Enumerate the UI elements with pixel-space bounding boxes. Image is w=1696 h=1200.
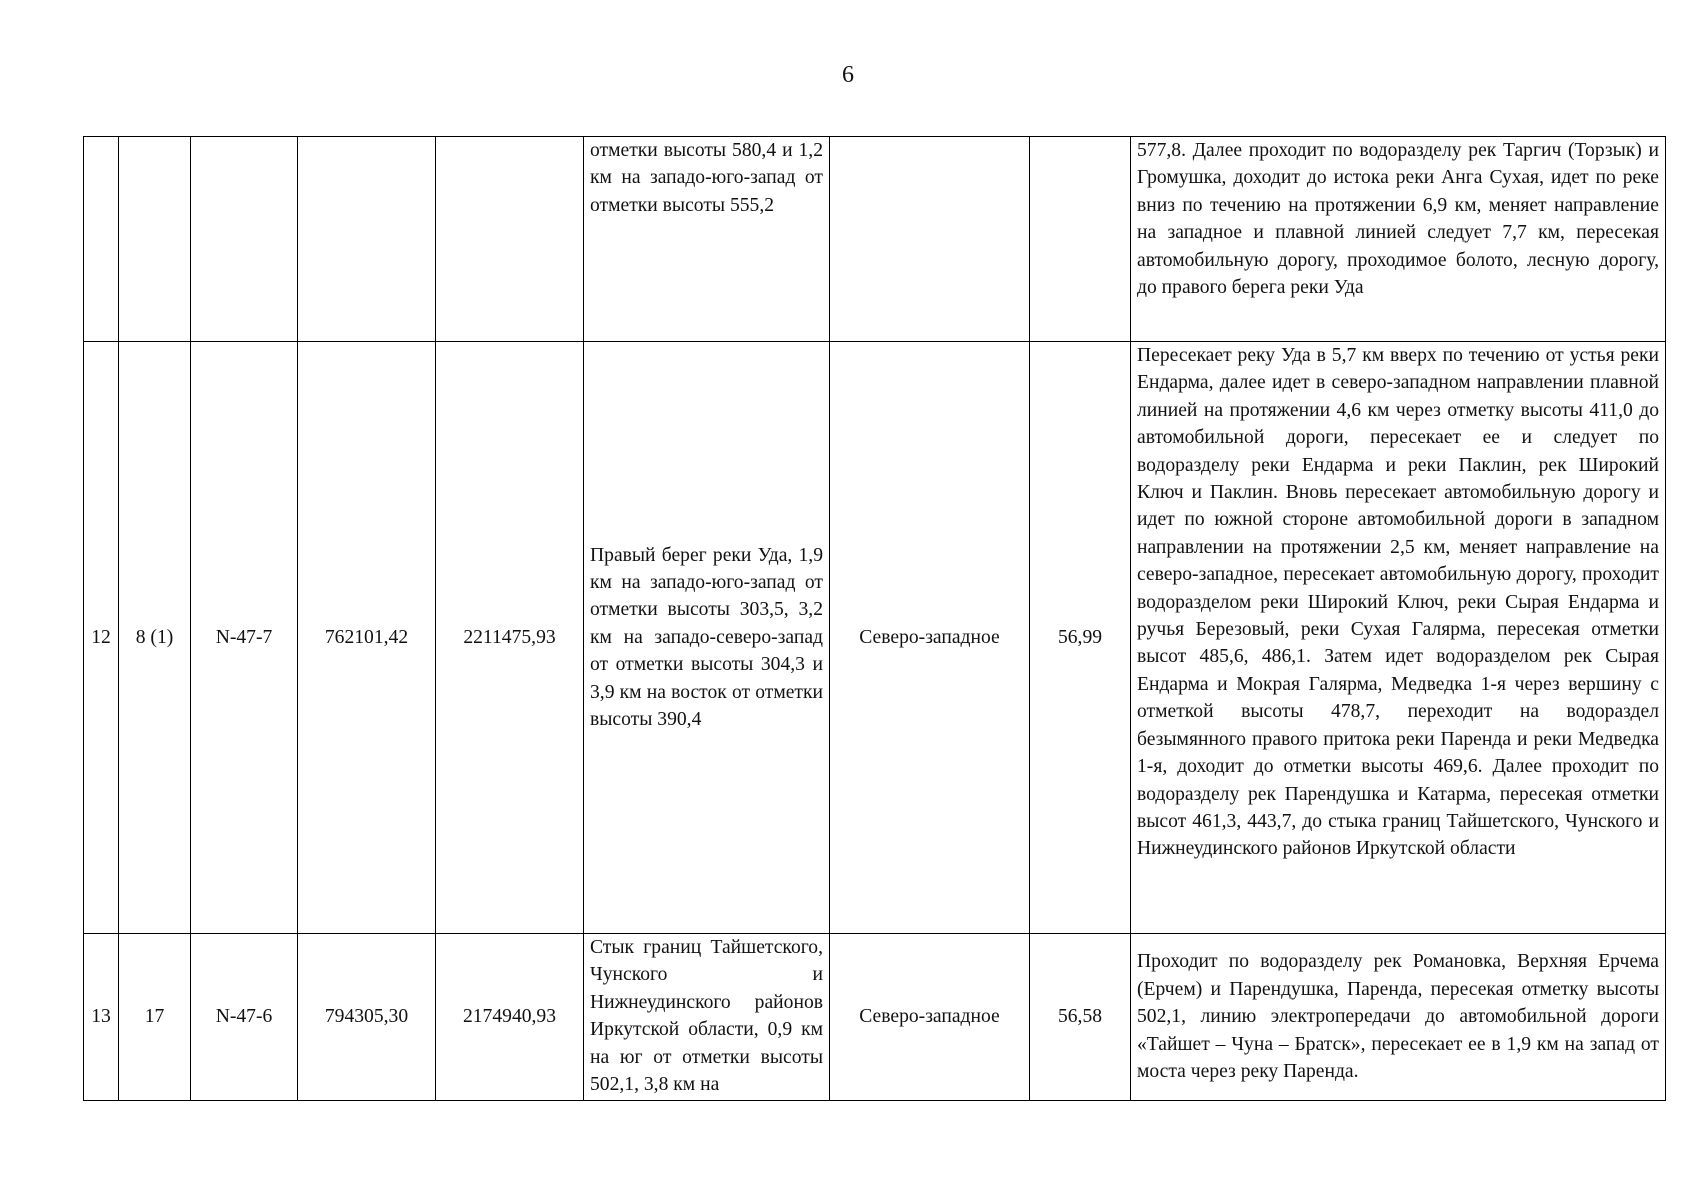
cell-distance	[1030, 137, 1131, 342]
boundary-table	[83, 136, 1666, 1101]
cell-landmark: Правый берег реки Уда, 1,9 км на западо-юго-запад от отметки высоты 303,5, 3,2 км на западо-северо-запад от отметки высоты 304,3 и 3,9 км на восток от отметки высоты 390,4	[584, 342, 830, 934]
cell-description: Пересекает реку Уда в 5,7 км вверх по течению от устья реки Ендарма, далее идет в северо-западном направлении плавной линией на протяжении 4,6 км через отметку высоты 411,0 до автомобильной дороги, пересекает ее и следует по водоразделу реки Ендарма и реки Паклин, рек Широкий Ключ и Паклин. Вновь пересекает автомобильную дорогу и идет по южной стороне автомобильной дороги в западном направлении на протяжении 2,5 км, меняет направление на северо-западное, пересекает автомобильную дорогу, проходит водоразделом реки Широкий Ключ, реки Сырая Ендарма и ручья Березовый, реки Сухая Галярма, пересекая отметки высот 485,6, 486,1. Затем идет водоразделом рек Сырая Ендарма и Мокрая Галярма, Медведка 1-я через вершину с отметкой высоты 478,7, переходит на водораздел безымянного правого притока реки Паренда и реки Медведка 1-я, доходит до отметки высоты 469,6. Далее проходит по водоразделу рек Парендушка и Катарма, пересекая отметки высот 461,3, 443,7, до стыка границ Тайшетского, Чунского и Нижнеудинского районов Иркутской области	[1131, 342, 1666, 934]
cell-direction: Северо-западное	[830, 342, 1030, 934]
cell-y-coordinate: 2211475,93	[436, 342, 584, 934]
cell-description: 577,8. Далее проходит по водоразделу рек Таргич (Торзык) и Громушка, доходит до истока реки Анга Сухая, идет по реке вниз по течению на протяжении 6,9 км, меняет направление на западное и плавной линией следует 7,7 км, пересекая автомобильную дорогу, проходимое болото, лесную дорогу, до правого берега реки Уда	[1131, 137, 1666, 342]
cell-landmark: Стык границ Тайшетского, Чунского и Нижнеудинского районов Иркутской области, 0,9 км на юг от отметки высоты 502,1, 3,8 км на	[584, 934, 830, 1101]
cell-y-coordinate: 2174940,93	[436, 934, 584, 1101]
cell-landmark: отметки высоты 580,4 и 1,2 км на западо-юго-запад от отметки высоты 555,2	[584, 137, 830, 342]
cell-point: 17	[119, 934, 191, 1101]
cell-point	[119, 137, 191, 342]
table-row	[84, 934, 1666, 1101]
cell-distance: 56,58	[1030, 934, 1131, 1101]
cell-x-coordinate: 762101,42	[298, 342, 436, 934]
page-number: 6	[842, 62, 854, 88]
cell-x-coordinate: 794305,30	[298, 934, 436, 1101]
cell-number: 12	[84, 342, 119, 934]
cell-distance: 56,99	[1030, 342, 1131, 934]
cell-number	[84, 137, 119, 342]
cell-number: 13	[84, 934, 119, 1101]
table-row	[84, 342, 1666, 934]
cell-direction: Северо-западное	[830, 934, 1030, 1101]
cell-point: 8 (1)	[119, 342, 191, 934]
cell-y-coordinate	[436, 137, 584, 342]
cell-map-sheet	[191, 137, 298, 342]
cell-description: Проходит по водоразделу рек Романовка, Верхняя Ерчема (Ерчем) и Парендушка, Паренда, пересекая отметку высоты 502,1, линию электропередачи до автомобильной дороги «Тайшет – Чуна – Братск», пересекает ее в 1,9 км на запад от моста через реку Паренда.	[1131, 934, 1666, 1101]
cell-map-sheet: N-47-7	[191, 342, 298, 934]
cell-x-coordinate	[298, 137, 436, 342]
table-row	[84, 137, 1666, 342]
cell-direction	[830, 137, 1030, 342]
cell-map-sheet: N-47-6	[191, 934, 298, 1101]
